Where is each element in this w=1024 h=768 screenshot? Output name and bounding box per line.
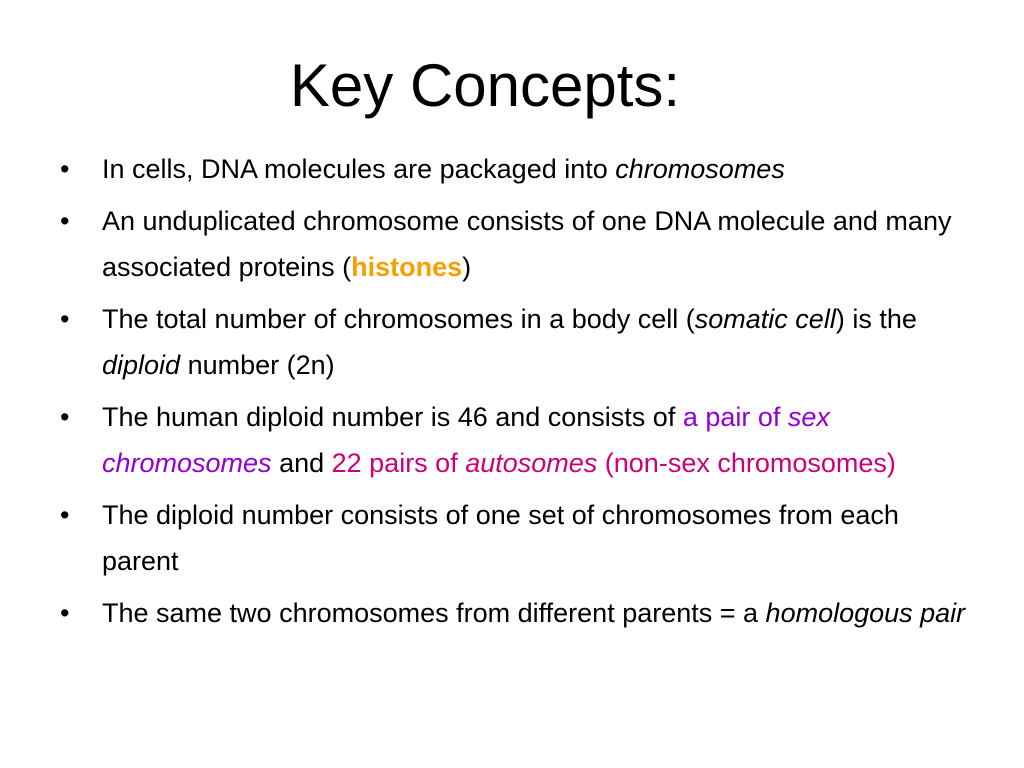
- bullet-list: [56, 146, 976, 642]
- bullet-text: The diploid number consists of one set of chromosomes from each parent: [102, 500, 899, 576]
- bullet-text: The human diploid number is 46 and consists of: [102, 402, 683, 432]
- slide-title: Key Concepts:: [289, 52, 681, 119]
- bullet-text: ): [462, 252, 472, 282]
- bullet-icon: •: [60, 598, 70, 628]
- term-chromosomes: chromosomes: [615, 154, 785, 184]
- bullet-item-4: [56, 394, 976, 486]
- bullet-item-1: [56, 146, 976, 192]
- bullet-text: and: [271, 448, 332, 478]
- bullet-text: In cells, DNA molecules are packaged into: [102, 154, 616, 184]
- bullet-item-5: [56, 492, 976, 584]
- bullet-item-6: [56, 590, 976, 636]
- term-sex-chromosomes: sex chromosomes: [102, 402, 830, 478]
- bullet-icon: •: [60, 206, 70, 236]
- term-autosomes: autosomes: [465, 448, 598, 478]
- term-diploid: diploid: [102, 350, 181, 380]
- bullet-item-2: [56, 198, 976, 290]
- phrase-a-pair-of: a pair of: [682, 402, 788, 432]
- bullet-text: The same two chromosomes from different parents = a: [102, 598, 766, 628]
- bullet-text: The total number of chromosomes in a body cell (: [102, 304, 695, 334]
- term-homologous-pair: homologous pair: [765, 598, 966, 628]
- bullet-text: ) is the: [835, 304, 917, 334]
- bullet-text: number (2n): [180, 350, 335, 380]
- bullet-icon: •: [60, 154, 70, 184]
- bullet-item-3: [56, 296, 976, 388]
- bullet-icon: •: [60, 500, 70, 530]
- phrase-non-sex-chromosomes: (non-sex chromosomes): [597, 448, 896, 478]
- term-histones: histones: [351, 252, 463, 282]
- bullet-icon: •: [60, 402, 70, 432]
- bullet-icon: •: [60, 304, 70, 334]
- bullet-text: An unduplicated chromosome consists of one DNA molecule and many associated proteins (: [102, 206, 952, 282]
- term-somatic-cell: somatic cell: [694, 304, 836, 334]
- phrase-22-pairs-of: 22 pairs of: [331, 448, 466, 478]
